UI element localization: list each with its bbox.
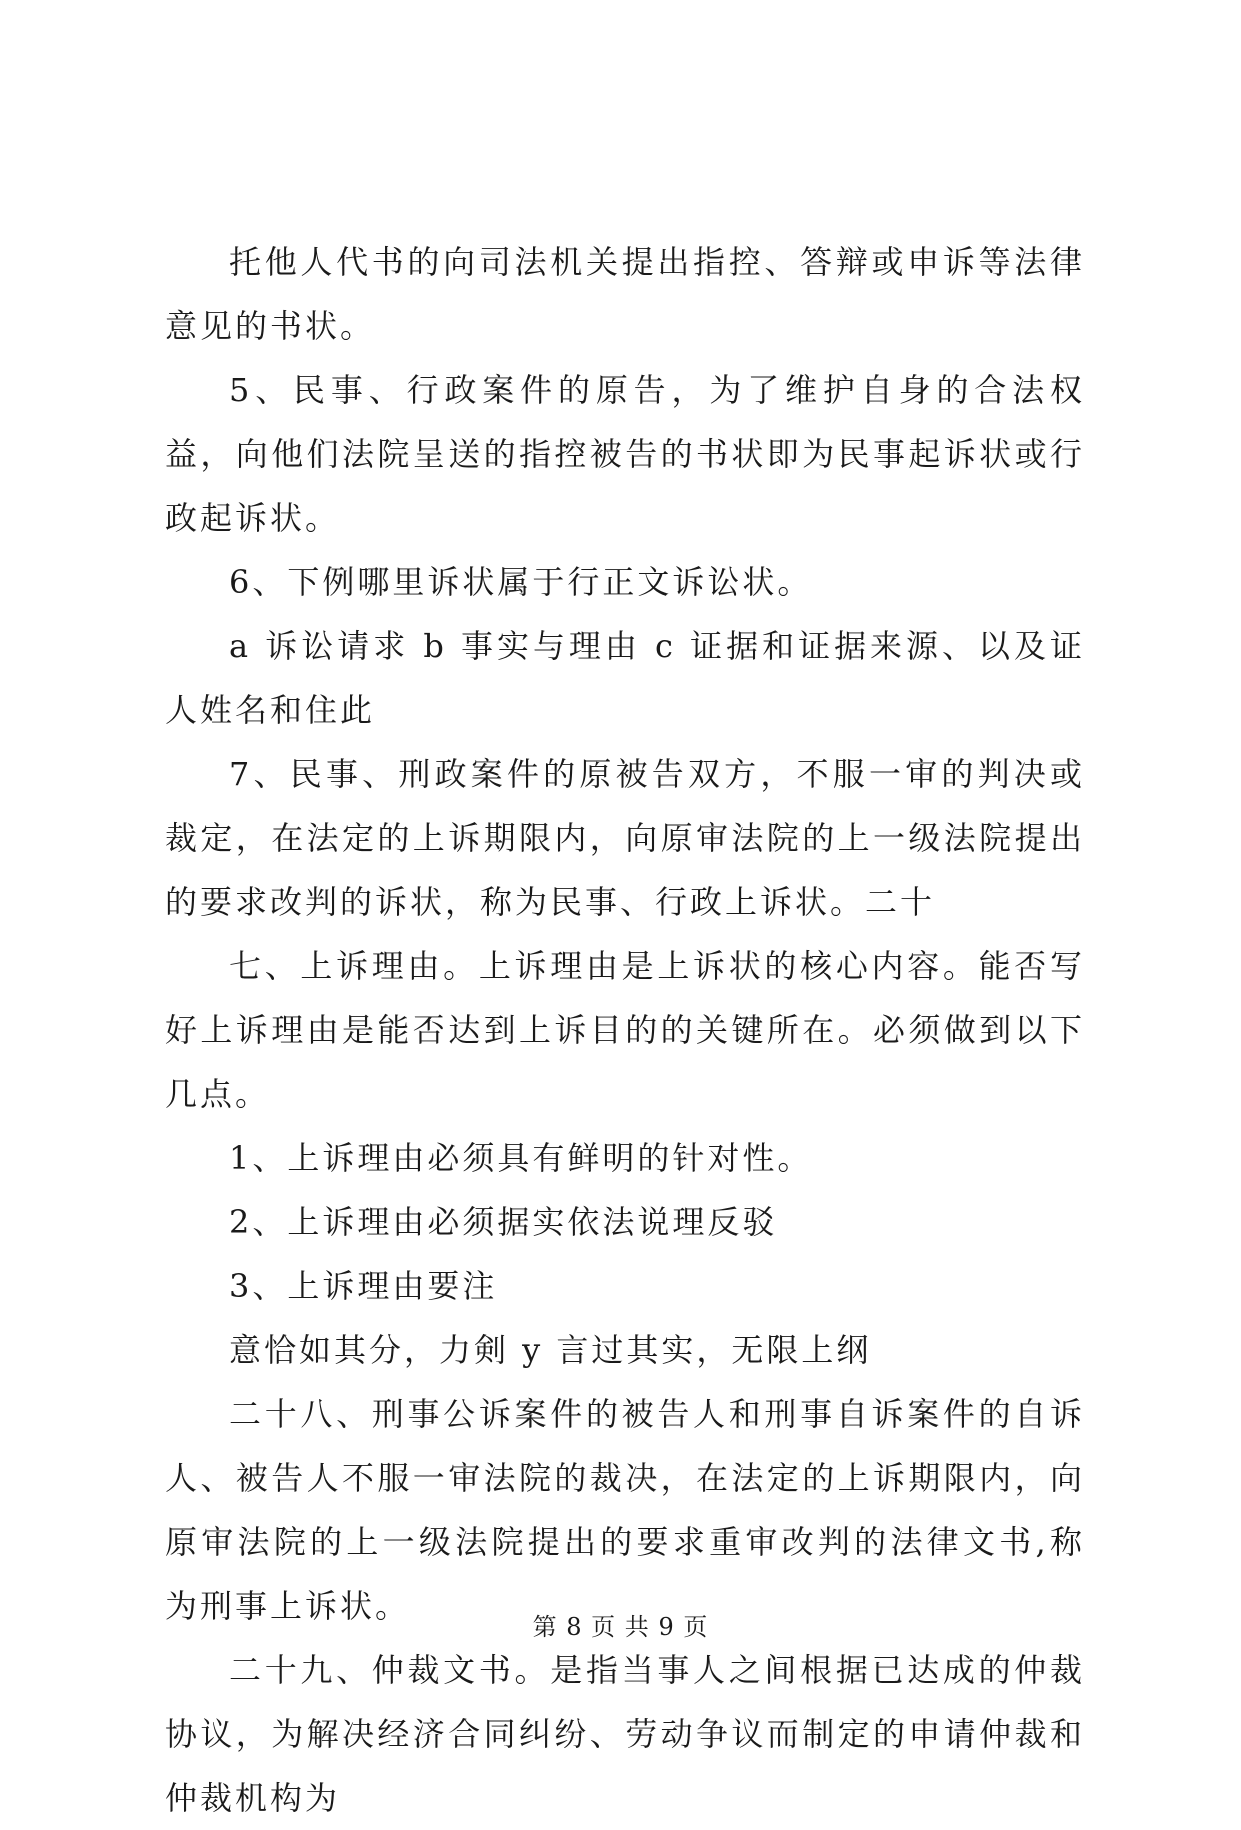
page-number-label: 第 8 页 共 9 页 [532,1613,709,1641]
paragraph: 6、下例哪里诉状属于行正文诉讼状。 [229,563,813,601]
paragraph: 七、上诉理由。上诉理由是上诉状的核心内容。能否写好上诉理由是能否达到上诉目的的关键所在。必须做到以下几点。 [165,947,1085,1113]
page-footer [0,1612,1241,1642]
paragraph: 托他人代书的向司法机关提出指控、答辩或申诉等法律意见的书状。 [165,243,1085,345]
paragraph: 二十八、刑事公诉案件的被告人和刑事自诉案件的自诉人、被告人不服一审法院的裁决，在法定的上诉期限内，向原审法院的上一级法院提出的要求重审改判的法律文书,称为刑事上诉状。 [165,1395,1085,1625]
paragraph: 5、民事、行政案件的原告，为了维护自身的合法权益，向他们法院呈送的指控被告的书状即为民事起诉状或行政起诉状。 [165,371,1085,537]
paragraph: 意恰如其分，力剣 y 言过其实，无限上纲 [229,1331,872,1369]
paragraph: 7、民事、刑政案件的原被告双方，不服一审的判决或裁定，在法定的上诉期限内，向原审法院的上一级法院提出的要求改判的诉状，称为民事、行政上诉状。二十 [165,755,1085,921]
document-body [165,230,1085,1830]
paragraph: 3、上诉理由要注 [229,1267,498,1305]
paragraph: 二十九、仲裁文书。是指当事人之间根据已达成的仲裁协议，为解决经济合同纠纷、劳动争议而制定的申请仲裁和仲裁机构为 [165,1651,1085,1817]
paragraph: a 诉讼请求 b 事实与理由 c 证据和证据来源、以及证人姓名和住此 [165,627,1085,729]
paragraph: 1、上诉理由必须具有鲜明的针对性。 [229,1139,813,1177]
paragraph: 2、上诉理由必须据实依法说理反驳 [229,1203,778,1241]
